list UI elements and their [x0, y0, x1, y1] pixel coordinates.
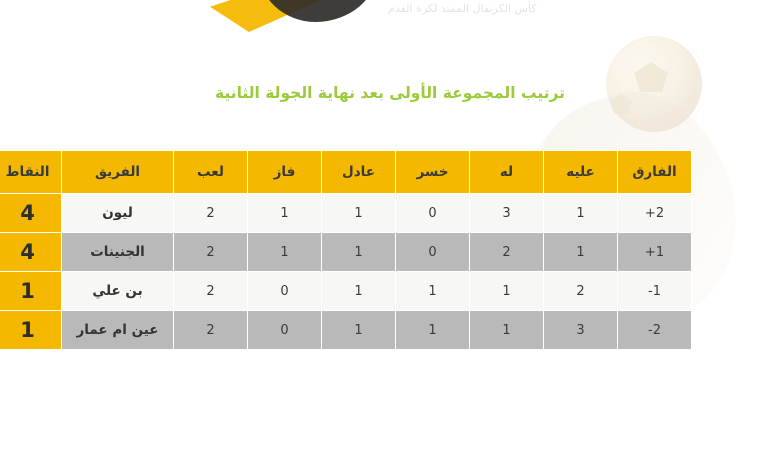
cell-goals-for: 2 [470, 233, 544, 272]
table-row [0, 233, 692, 272]
cell-goal-difference: 2- [618, 311, 692, 350]
cell-points: 4 [0, 233, 62, 272]
cell-team-name: بن علي [62, 272, 174, 311]
cell-points: 1 [0, 272, 62, 311]
header-subtitle: كأس الكرنفال الممتد لكرة القدم [388, 2, 537, 15]
page-title: ترتيب المجموعة الأولى بعد نهاية الجولة الثانية [215, 84, 565, 102]
cell-team-name: الجنينات [62, 233, 174, 272]
cell-draw: 1 [322, 233, 396, 272]
cell-won: 0 [248, 311, 322, 350]
column-header-goal-difference: الفارق [618, 151, 692, 194]
column-header-goals-for: له [470, 151, 544, 194]
standings-table [0, 150, 692, 350]
column-header-goals-against: عليه [544, 151, 618, 194]
cell-goal-difference: 2+ [618, 194, 692, 233]
standings-table-container [5, 150, 692, 350]
cell-won: 0 [248, 272, 322, 311]
cell-points: 4 [0, 194, 62, 233]
cell-goal-difference: 1- [618, 272, 692, 311]
cell-goals-against: 3 [544, 311, 618, 350]
cell-lost: 0 [396, 194, 470, 233]
table-row [0, 194, 692, 233]
dark-ribbon-graphic [258, 0, 378, 22]
cell-goals-for: 1 [470, 272, 544, 311]
cell-goals-for: 3 [470, 194, 544, 233]
table-row [0, 311, 692, 350]
cell-goals-against: 2 [544, 272, 618, 311]
column-header-team: الفريق [62, 151, 174, 194]
column-header-played: لعب [174, 151, 248, 194]
column-header-lost: خسر [396, 151, 470, 194]
cell-won: 1 [248, 233, 322, 272]
cell-played: 2 [174, 272, 248, 311]
cell-lost: 0 [396, 233, 470, 272]
yellow-swoosh-graphic [210, 0, 360, 32]
cell-played: 2 [174, 194, 248, 233]
cell-draw: 1 [322, 311, 396, 350]
cell-draw: 1 [322, 272, 396, 311]
column-header-won: فاز [248, 151, 322, 194]
cell-played: 2 [174, 233, 248, 272]
cell-draw: 1 [322, 194, 396, 233]
table-row [0, 272, 692, 311]
cell-goal-difference: 1+ [618, 233, 692, 272]
cell-lost: 1 [396, 272, 470, 311]
cell-points: 1 [0, 311, 62, 350]
column-header-draw: عادل [322, 151, 396, 194]
table-header-row [0, 151, 692, 194]
cell-goals-against: 1 [544, 233, 618, 272]
cell-team-name: ليون [62, 194, 174, 233]
cell-goals-for: 1 [470, 311, 544, 350]
column-header-points: النقاط [0, 151, 62, 194]
cell-team-name: عين ام عمار [62, 311, 174, 350]
cell-goals-against: 1 [544, 194, 618, 233]
cell-lost: 1 [396, 311, 470, 350]
cell-won: 1 [248, 194, 322, 233]
cell-played: 2 [174, 311, 248, 350]
